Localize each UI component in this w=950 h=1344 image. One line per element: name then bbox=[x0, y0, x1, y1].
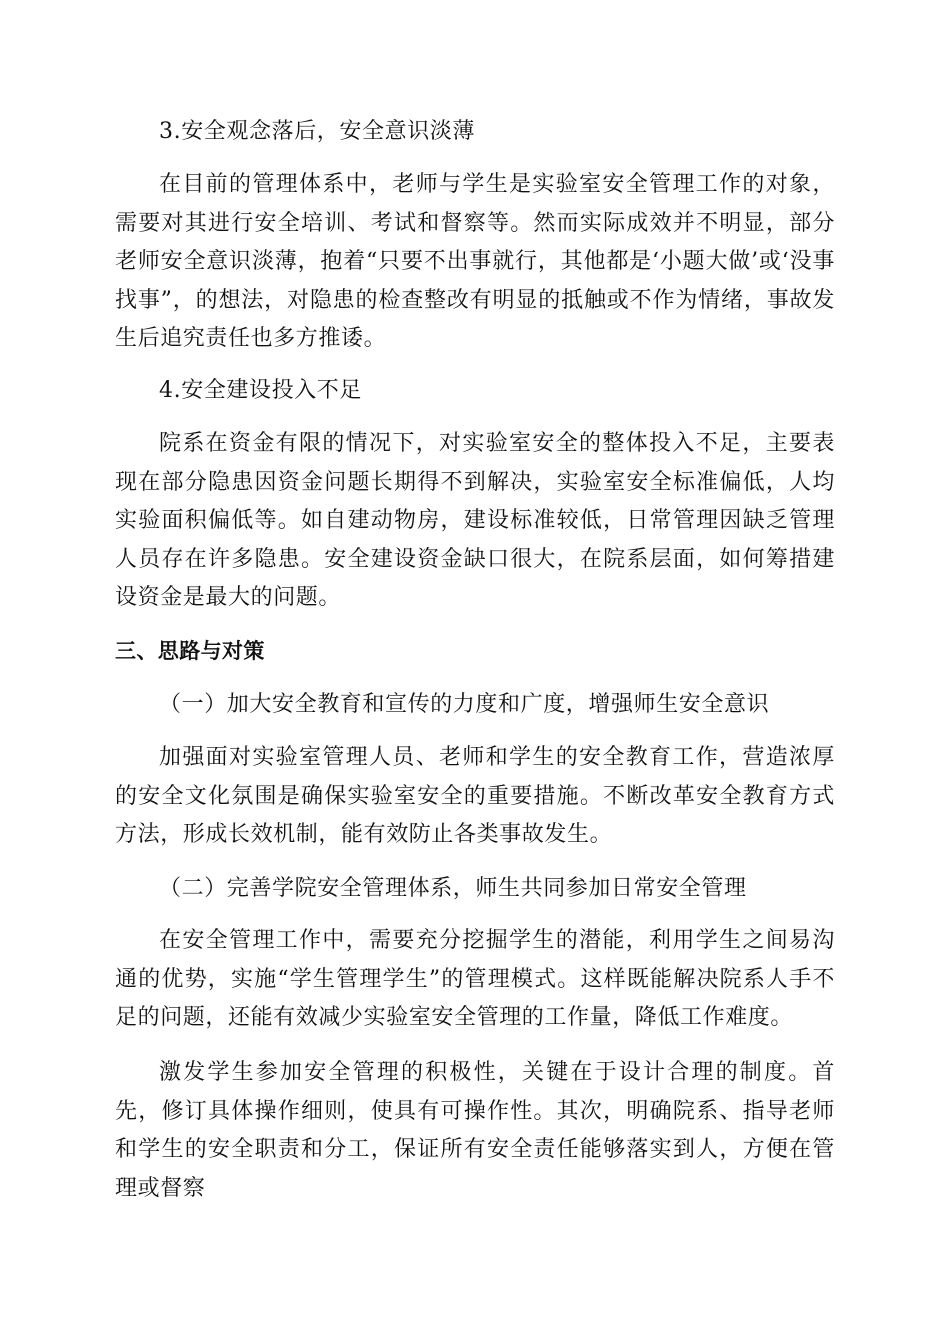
section-4-title: 4.安全建设投入不足 bbox=[159, 378, 362, 403]
subsection-1-title: （一）加大安全教育和宣传的力度和广度，增强师生安全意识 bbox=[159, 692, 770, 717]
subsection-2-paragraph-2: 激发学生参加安全管理的积极性，关键在于设计合理的制度。首先，修订具体操作细则，使具有可操作性。其次，明确院系、指导老师和学生的安全职责和分工，保证所有安全责任能够落实到人，方便在管理或督察 bbox=[115, 1060, 835, 1201]
subsection-2-title: （二）完善学院安全管理体系，师生共同参加日常安全管理 bbox=[159, 876, 747, 901]
section-4-paragraph: 院系在资金有限的情况下，对实验室安全的整体投入不足，主要表现在部分隐患因资金问题长期得不到解决，实验室安全标准偏低，人均实验面积偏低等。如自建动物房，建设标准较低，日常管理因缺乏管理人员存在许多隐患。安全建设资金缺口很大，在院系层面，如何筹措建设资金是最大的问题。 bbox=[115, 431, 835, 610]
subsection-1-paragraph: 加强面对实验室管理人员、老师和学生的安全教育工作，营造浓厚的安全文化氛围是确保实验室安全的重要措施。不断改革安全教育方式方法，形成长效机制，能有效防止各类事故发生。 bbox=[115, 745, 835, 847]
section-3-paragraph: 在目前的管理体系中，老师与学生是实验室安全管理工作的对象，需要对其进行安全培训、考试和督察等。然而实际成效并不明显，部分老师安全意识淡薄，抱着“只要不出事就行，其他都是‘小题大做’或‘没事找事”，的想法，对隐患的检查整改有明显的抵触或不作为情绪，事故发生后追究责任也多方推诿。 bbox=[115, 172, 835, 351]
subsection-2-paragraph-1: 在安全管理工作中，需要充分挖掘学生的潜能，利用学生之间易沟通的优势，实施“学生管理学生”的管理模式。这样既能解决院系人手不足的问题，还能有效减少实验室安全管理的工作量，降低工作难度。 bbox=[115, 928, 835, 1030]
chapter-3-heading: 三、思路与对策 bbox=[115, 639, 265, 663]
section-3-title: 3.安全观念落后，安全意识淡薄 bbox=[159, 119, 475, 144]
